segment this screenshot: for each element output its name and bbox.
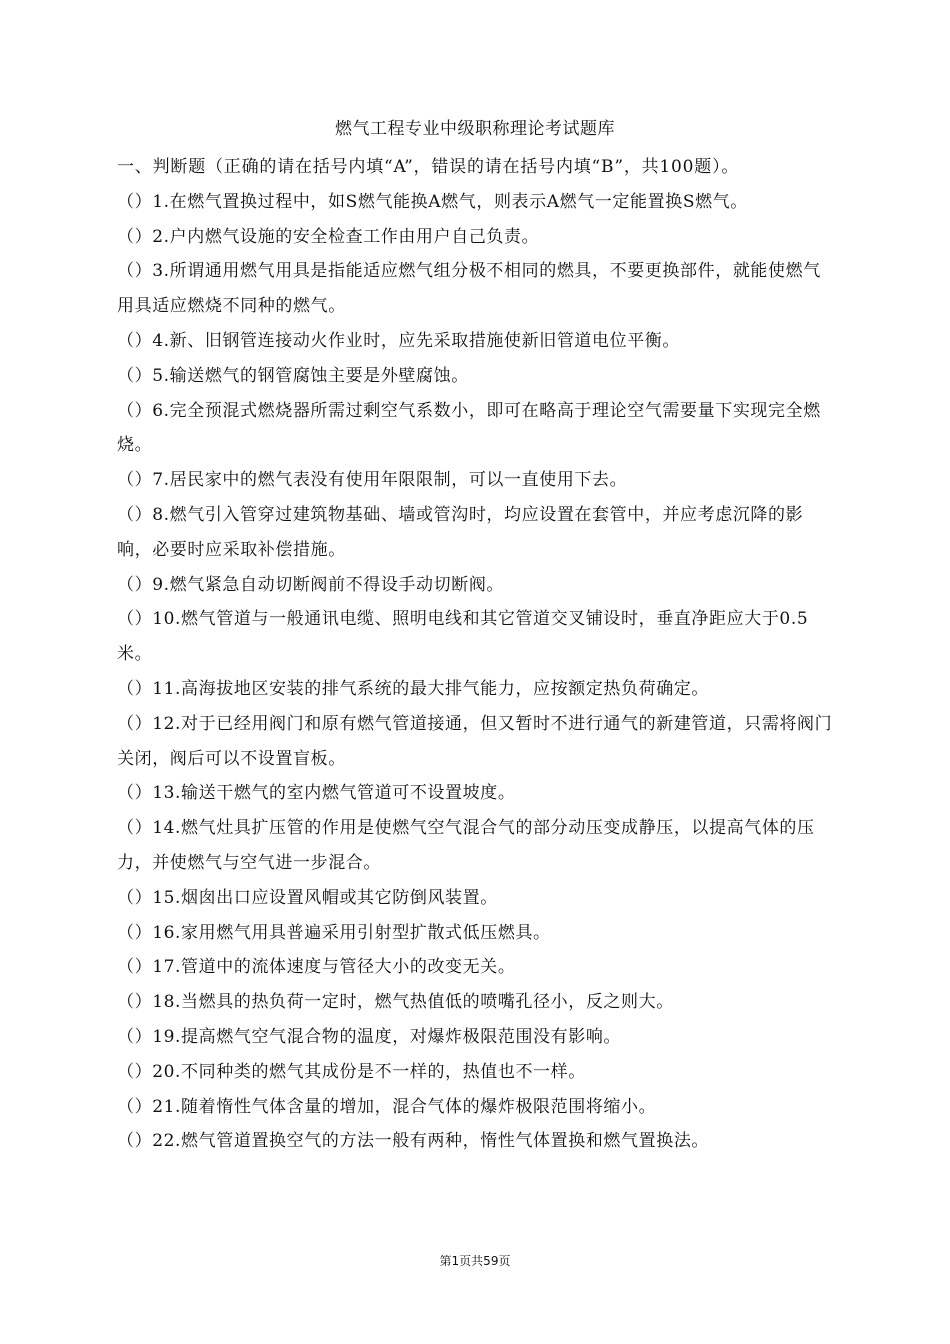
answer-blank: （）: [117, 1061, 153, 1082]
question-text: 19.提高燃气空气混合物的温度，对爆炸极限范围没有影响。: [152, 1026, 622, 1047]
answer-blank: （）: [117, 957, 153, 978]
question-item: [117, 881, 837, 916]
answer-blank: （）: [117, 922, 153, 943]
answer-blank: （）: [117, 678, 153, 699]
question-item: [117, 707, 837, 777]
answer-blank: （）: [117, 887, 153, 908]
answer-blank: （）: [117, 818, 153, 839]
question-item: [117, 1090, 837, 1125]
question-item: [117, 359, 837, 394]
question-item: [117, 254, 837, 324]
question-text: 20.不同种类的燃气其成份是不一样的，热值也不一样。: [152, 1061, 586, 1082]
question-list: [117, 150, 837, 1159]
question-text: 14.燃气灶具扩压管的作用是使燃气空气混合气的部分动压变成静压，以提高气体的压力，并使燃气与空气进一步混合。: [117, 818, 815, 873]
question-item: [117, 1020, 837, 1055]
question-item: [117, 498, 837, 568]
question-text: 13.输送干燃气的室内燃气管道可不设置坡度。: [152, 783, 516, 804]
question-item: [117, 916, 837, 951]
question-text: 17.管道中的流体速度与管径大小的改变无关。: [152, 957, 516, 978]
question-item: [117, 602, 837, 672]
page-number: 第1页共59页: [439, 1254, 511, 1268]
question-text: 10.燃气管道与一般通讯电缆、照明电线和其它管道交叉铺设时，垂直净距应大于0.5米。: [117, 609, 809, 665]
section-heading: 一、判断题（正确的请在括号内填“A”，错误的请在括号内填“B”，共100题）。: [117, 157, 740, 177]
answer-blank: （）: [117, 1096, 153, 1117]
answer-blank: （）: [117, 226, 153, 247]
answer-blank: （）: [117, 713, 153, 734]
answer-blank: （）: [117, 365, 153, 386]
question-text: 18.当燃具的热负荷一定时，燃气热值低的喷嘴孔径小，反之则大。: [152, 992, 674, 1013]
answer-blank: （）: [117, 504, 153, 525]
question-text: 2.户内燃气设施的安全检查工作由用户自己负责。: [152, 226, 540, 247]
answer-blank: （）: [117, 609, 153, 630]
question-item: [117, 1124, 837, 1159]
question-item: [117, 811, 837, 881]
question-text: 1.在燃气置换过程中，如S燃气能换A燃气，则表示A燃气一定能置换S燃气。: [152, 191, 748, 212]
question-item: [117, 1055, 837, 1090]
question-text: 22.燃气管道置换空气的方法一般有两种，惰性气体置换和燃气置换法。: [152, 1131, 710, 1152]
question-text: 6.完全预混式燃烧器所需过剩空气系数小，即可在略高于理论空气需要量下实现完全燃烧。: [117, 400, 821, 456]
question-item: [117, 394, 837, 464]
answer-blank: （）: [117, 470, 153, 491]
question-text: 9.燃气紧急自动切断阀前不得设手动切断阀。: [152, 574, 505, 595]
question-text: 5.输送燃气的钢管腐蚀主要是外壁腐蚀。: [152, 365, 469, 386]
answer-blank: （）: [117, 783, 153, 804]
question-text: 12.对于已经用阀门和原有燃气管道接通，但又暂时不进行通气的新建管道，只需将阀门关闭，阀后可以不设置盲板。: [117, 713, 833, 769]
question-item: [117, 324, 837, 359]
question-item: [117, 220, 837, 255]
answer-blank: （）: [117, 992, 153, 1013]
question-text: 3.所谓通用燃气用具是指能适应燃气组分极不相同的燃具，不要更换部件，就能使燃气用具适应燃烧不同种的燃气。: [117, 261, 821, 317]
answer-blank: （）: [117, 330, 153, 351]
answer-blank: （）: [117, 191, 153, 212]
question-text: 4.新、旧钢管连接动火作业时，应先采取措施使新旧管道电位平衡。: [152, 330, 681, 351]
question-text: 16.家用燃气用具普遍采用引射型扩散式低压燃具。: [152, 922, 551, 943]
question-item: [117, 776, 837, 811]
answer-blank: （）: [117, 1026, 153, 1047]
question-item: [117, 185, 837, 220]
answer-blank: （）: [117, 400, 153, 421]
question-text: 7.居民家中的燃气表没有使用年限限制，可以一直使用下去。: [152, 470, 628, 491]
question-text: 21.随着惰性气体含量的增加，混合气体的爆炸极限范围将缩小。: [152, 1096, 657, 1117]
question-item: [117, 568, 837, 603]
question-item: [117, 463, 837, 498]
question-item: [117, 950, 837, 985]
answer-blank: （）: [117, 574, 153, 595]
question-text: 11.高海拔地区安装的排气系统的最大排气能力，应按额定热负荷确定。: [152, 678, 710, 699]
question-text: 15.烟囱出口应设置风帽或其它防倒风装置。: [152, 887, 498, 908]
answer-blank: （）: [117, 261, 153, 282]
document-title: 燃气工程专业中级职称理论考试题库: [335, 119, 615, 139]
question-item: [117, 672, 837, 707]
answer-blank: （）: [117, 1131, 153, 1152]
question-text: 8.燃气引入管穿过建筑物基础、墙或管沟时，均应设置在套管中，并应考虑沉降的影响，必要时应采取补偿措施。: [117, 504, 804, 560]
question-item: [117, 985, 837, 1020]
